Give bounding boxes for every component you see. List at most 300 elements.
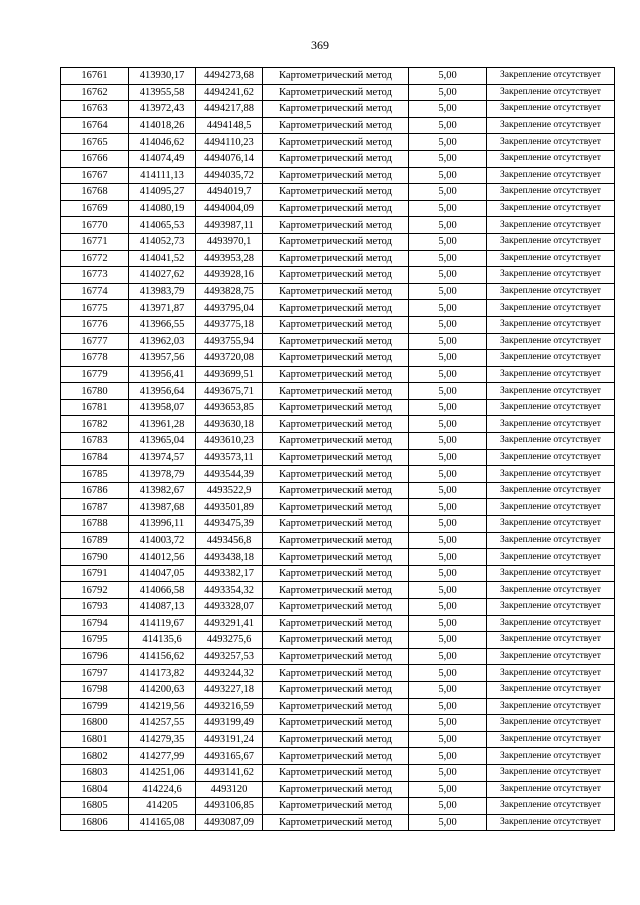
- table-row: [61, 814, 615, 831]
- point-number-cell: 16794: [61, 615, 129, 632]
- point-number-cell: 16779: [61, 366, 129, 383]
- x-coordinate-cell: 413983,79: [129, 283, 196, 300]
- accuracy-cell: 5,00: [409, 316, 487, 333]
- method-cell: Картометрический метод: [263, 433, 409, 450]
- accuracy-cell: 5,00: [409, 84, 487, 101]
- y-coordinate-cell: 4494076,14: [196, 150, 263, 167]
- method-cell: Картометрический метод: [263, 283, 409, 300]
- method-cell: Картометрический метод: [263, 582, 409, 599]
- point-number-cell: 16781: [61, 399, 129, 416]
- method-cell: Картометрический метод: [263, 549, 409, 566]
- method-cell: Картометрический метод: [263, 698, 409, 715]
- fixation-cell: Закрепление отсутствует: [487, 582, 615, 599]
- point-number-cell: 16791: [61, 565, 129, 582]
- y-coordinate-cell: 4493573,11: [196, 449, 263, 466]
- accuracy-cell: 5,00: [409, 499, 487, 516]
- table-row: [61, 698, 615, 715]
- y-coordinate-cell: 4493755,94: [196, 333, 263, 350]
- table-row: [61, 416, 615, 433]
- accuracy-cell: 5,00: [409, 117, 487, 134]
- point-number-cell: 16771: [61, 233, 129, 250]
- x-coordinate-cell: 414135,6: [129, 632, 196, 649]
- point-number-cell: 16800: [61, 715, 129, 732]
- y-coordinate-cell: 4494110,23: [196, 134, 263, 151]
- fixation-cell: Закрепление отсутствует: [487, 117, 615, 134]
- y-coordinate-cell: 4493653,85: [196, 399, 263, 416]
- table-row: [61, 764, 615, 781]
- method-cell: Картометрический метод: [263, 681, 409, 698]
- fixation-cell: Закрепление отсутствует: [487, 565, 615, 582]
- point-number-cell: 16784: [61, 449, 129, 466]
- method-cell: Картометрический метод: [263, 350, 409, 367]
- fixation-cell: Закрепление отсутствует: [487, 798, 615, 815]
- accuracy-cell: 5,00: [409, 532, 487, 549]
- y-coordinate-cell: 4493475,39: [196, 516, 263, 533]
- method-cell: Картометрический метод: [263, 599, 409, 616]
- point-number-cell: 16793: [61, 599, 129, 616]
- y-coordinate-cell: 4493275,6: [196, 632, 263, 649]
- method-cell: Картометрический метод: [263, 366, 409, 383]
- y-coordinate-cell: 4494217,88: [196, 101, 263, 118]
- fixation-cell: Закрепление отсутствует: [487, 416, 615, 433]
- table-row: [61, 383, 615, 400]
- fixation-cell: Закрепление отсутствует: [487, 167, 615, 184]
- y-coordinate-cell: 4493328,07: [196, 599, 263, 616]
- method-cell: Картометрический метод: [263, 416, 409, 433]
- x-coordinate-cell: 414065,53: [129, 217, 196, 234]
- y-coordinate-cell: 4493199,49: [196, 715, 263, 732]
- point-number-cell: 16801: [61, 731, 129, 748]
- method-cell: Картометрический метод: [263, 615, 409, 632]
- x-coordinate-cell: 414003,72: [129, 532, 196, 549]
- table-row: [61, 715, 615, 732]
- x-coordinate-cell: 413978,79: [129, 466, 196, 483]
- method-cell: Картометрический метод: [263, 665, 409, 682]
- table-row: [61, 748, 615, 765]
- x-coordinate-cell: 413972,43: [129, 101, 196, 118]
- point-number-cell: 16785: [61, 466, 129, 483]
- point-number-cell: 16770: [61, 217, 129, 234]
- method-cell: Картометрический метод: [263, 117, 409, 134]
- accuracy-cell: 5,00: [409, 233, 487, 250]
- method-cell: Картометрический метод: [263, 482, 409, 499]
- x-coordinate-cell: 414046,62: [129, 134, 196, 151]
- point-number-cell: 16790: [61, 549, 129, 566]
- method-cell: Картометрический метод: [263, 233, 409, 250]
- table-row: [61, 167, 615, 184]
- table-row: [61, 68, 615, 85]
- method-cell: Картометрический метод: [263, 466, 409, 483]
- y-coordinate-cell: 4493244,32: [196, 665, 263, 682]
- x-coordinate-cell: 414087,13: [129, 599, 196, 616]
- method-cell: Картометрический метод: [263, 300, 409, 317]
- method-cell: Картометрический метод: [263, 449, 409, 466]
- y-coordinate-cell: 4493456,8: [196, 532, 263, 549]
- accuracy-cell: 5,00: [409, 615, 487, 632]
- method-cell: Картометрический метод: [263, 814, 409, 831]
- table-row: [61, 267, 615, 284]
- y-coordinate-cell: 4493630,18: [196, 416, 263, 433]
- accuracy-cell: 5,00: [409, 482, 487, 499]
- accuracy-cell: 5,00: [409, 715, 487, 732]
- fixation-cell: Закрепление отсутствует: [487, 433, 615, 450]
- point-number-cell: 16777: [61, 333, 129, 350]
- y-coordinate-cell: 4493382,17: [196, 565, 263, 582]
- method-cell: Картометрический метод: [263, 84, 409, 101]
- table-row: [61, 681, 615, 698]
- fixation-cell: Закрепление отсутствует: [487, 681, 615, 698]
- method-cell: Картометрический метод: [263, 781, 409, 798]
- method-cell: Картометрический метод: [263, 499, 409, 516]
- accuracy-cell: 5,00: [409, 781, 487, 798]
- point-number-cell: 16763: [61, 101, 129, 118]
- y-coordinate-cell: 4493501,89: [196, 499, 263, 516]
- fixation-cell: Закрепление отсутствует: [487, 499, 615, 516]
- accuracy-cell: 5,00: [409, 599, 487, 616]
- y-coordinate-cell: 4493227,18: [196, 681, 263, 698]
- fixation-cell: Закрепление отсутствует: [487, 632, 615, 649]
- accuracy-cell: 5,00: [409, 217, 487, 234]
- table-row: [61, 565, 615, 582]
- x-coordinate-cell: 413966,55: [129, 316, 196, 333]
- method-cell: Картометрический метод: [263, 267, 409, 284]
- table-row: [61, 399, 615, 416]
- x-coordinate-cell: 414066,58: [129, 582, 196, 599]
- coordinates-table: [60, 67, 615, 831]
- point-number-cell: 16767: [61, 167, 129, 184]
- accuracy-cell: 5,00: [409, 134, 487, 151]
- accuracy-cell: 5,00: [409, 582, 487, 599]
- table-row: [61, 217, 615, 234]
- y-coordinate-cell: 4493953,28: [196, 250, 263, 267]
- y-coordinate-cell: 4493106,85: [196, 798, 263, 815]
- fixation-cell: Закрепление отсутствует: [487, 150, 615, 167]
- y-coordinate-cell: 4493120: [196, 781, 263, 798]
- fixation-cell: Закрепление отсутствует: [487, 516, 615, 533]
- method-cell: Картометрический метод: [263, 565, 409, 582]
- fixation-cell: Закрепление отсутствует: [487, 399, 615, 416]
- point-number-cell: 16802: [61, 748, 129, 765]
- method-cell: Картометрический метод: [263, 134, 409, 151]
- x-coordinate-cell: 413956,41: [129, 366, 196, 383]
- fixation-cell: Закрепление отсутствует: [487, 250, 615, 267]
- method-cell: Картометрический метод: [263, 383, 409, 400]
- y-coordinate-cell: 4494148,5: [196, 117, 263, 134]
- fixation-cell: Закрепление отсутствует: [487, 648, 615, 665]
- x-coordinate-cell: 414257,55: [129, 715, 196, 732]
- method-cell: Картометрический метод: [263, 101, 409, 118]
- x-coordinate-cell: 413955,58: [129, 84, 196, 101]
- point-number-cell: 16764: [61, 117, 129, 134]
- fixation-cell: Закрепление отсутствует: [487, 283, 615, 300]
- method-cell: Картометрический метод: [263, 399, 409, 416]
- table-row: [61, 117, 615, 134]
- table-row: [61, 499, 615, 516]
- point-number-cell: 16799: [61, 698, 129, 715]
- coordinates-table-body: [61, 68, 615, 831]
- accuracy-cell: 5,00: [409, 399, 487, 416]
- table-row: [61, 516, 615, 533]
- fixation-cell: Закрепление отсутствует: [487, 549, 615, 566]
- point-number-cell: 16776: [61, 316, 129, 333]
- table-row: [61, 615, 615, 632]
- method-cell: Картометрический метод: [263, 250, 409, 267]
- method-cell: Картометрический метод: [263, 217, 409, 234]
- y-coordinate-cell: 4493141,62: [196, 764, 263, 781]
- accuracy-cell: 5,00: [409, 449, 487, 466]
- table-row: [61, 350, 615, 367]
- point-number-cell: 16761: [61, 68, 129, 85]
- table-row: [61, 449, 615, 466]
- point-number-cell: 16768: [61, 184, 129, 201]
- fixation-cell: Закрепление отсутствует: [487, 781, 615, 798]
- y-coordinate-cell: 4494273,68: [196, 68, 263, 85]
- accuracy-cell: 5,00: [409, 366, 487, 383]
- y-coordinate-cell: 4493216,59: [196, 698, 263, 715]
- method-cell: Картометрический метод: [263, 333, 409, 350]
- y-coordinate-cell: 4493354,32: [196, 582, 263, 599]
- x-coordinate-cell: 414277,99: [129, 748, 196, 765]
- fixation-cell: Закрепление отсутствует: [487, 383, 615, 400]
- point-number-cell: 16765: [61, 134, 129, 151]
- accuracy-cell: 5,00: [409, 150, 487, 167]
- accuracy-cell: 5,00: [409, 184, 487, 201]
- method-cell: Картометрический метод: [263, 648, 409, 665]
- method-cell: Картометрический метод: [263, 200, 409, 217]
- table-row: [61, 665, 615, 682]
- x-coordinate-cell: 414200,63: [129, 681, 196, 698]
- accuracy-cell: 5,00: [409, 167, 487, 184]
- x-coordinate-cell: 414041,52: [129, 250, 196, 267]
- y-coordinate-cell: 4493720,08: [196, 350, 263, 367]
- method-cell: Картометрический метод: [263, 632, 409, 649]
- fixation-cell: Закрепление отсутствует: [487, 532, 615, 549]
- point-number-cell: 16762: [61, 84, 129, 101]
- x-coordinate-cell: 414074,49: [129, 150, 196, 167]
- accuracy-cell: 5,00: [409, 665, 487, 682]
- accuracy-cell: 5,00: [409, 416, 487, 433]
- point-number-cell: 16788: [61, 516, 129, 533]
- point-number-cell: 16792: [61, 582, 129, 599]
- method-cell: Картометрический метод: [263, 764, 409, 781]
- point-number-cell: 16797: [61, 665, 129, 682]
- y-coordinate-cell: 4493610,23: [196, 433, 263, 450]
- table-row: [61, 781, 615, 798]
- table-row: [61, 599, 615, 616]
- point-number-cell: 16789: [61, 532, 129, 549]
- y-coordinate-cell: 4493987,11: [196, 217, 263, 234]
- table-row: [61, 184, 615, 201]
- x-coordinate-cell: 414205: [129, 798, 196, 815]
- fixation-cell: Закрепление отсутствует: [487, 101, 615, 118]
- accuracy-cell: 5,00: [409, 764, 487, 781]
- accuracy-cell: 5,00: [409, 283, 487, 300]
- table-row: [61, 482, 615, 499]
- fixation-cell: Закрепление отсутствует: [487, 599, 615, 616]
- table-row: [61, 333, 615, 350]
- accuracy-cell: 5,00: [409, 433, 487, 450]
- y-coordinate-cell: 4493544,39: [196, 466, 263, 483]
- fixation-cell: Закрепление отсутствует: [487, 731, 615, 748]
- fixation-cell: Закрепление отсутствует: [487, 764, 615, 781]
- x-coordinate-cell: 414047,05: [129, 565, 196, 582]
- y-coordinate-cell: 4493675,71: [196, 383, 263, 400]
- method-cell: Картометрический метод: [263, 184, 409, 201]
- accuracy-cell: 5,00: [409, 748, 487, 765]
- y-coordinate-cell: 4493165,67: [196, 748, 263, 765]
- table-row: [61, 582, 615, 599]
- fixation-cell: Закрепление отсутствует: [487, 715, 615, 732]
- accuracy-cell: 5,00: [409, 681, 487, 698]
- fixation-cell: Закрепление отсутствует: [487, 217, 615, 234]
- x-coordinate-cell: 413965,04: [129, 433, 196, 450]
- x-coordinate-cell: 414279,35: [129, 731, 196, 748]
- x-coordinate-cell: 414080,19: [129, 200, 196, 217]
- accuracy-cell: 5,00: [409, 648, 487, 665]
- method-cell: Картометрический метод: [263, 150, 409, 167]
- table-row: [61, 798, 615, 815]
- y-coordinate-cell: 4493438,18: [196, 549, 263, 566]
- x-coordinate-cell: 414165,08: [129, 814, 196, 831]
- fixation-cell: Закрепление отсутствует: [487, 316, 615, 333]
- fixation-cell: Закрепление отсутствует: [487, 665, 615, 682]
- y-coordinate-cell: 4493522,9: [196, 482, 263, 499]
- fixation-cell: Закрепление отсутствует: [487, 814, 615, 831]
- method-cell: Картометрический метод: [263, 516, 409, 533]
- fixation-cell: Закрепление отсутствует: [487, 200, 615, 217]
- table-row: [61, 648, 615, 665]
- y-coordinate-cell: 4493699,51: [196, 366, 263, 383]
- fixation-cell: Закрепление отсутствует: [487, 615, 615, 632]
- accuracy-cell: 5,00: [409, 68, 487, 85]
- fixation-cell: Закрепление отсутствует: [487, 748, 615, 765]
- table-row: [61, 283, 615, 300]
- accuracy-cell: 5,00: [409, 101, 487, 118]
- method-cell: Картометрический метод: [263, 167, 409, 184]
- point-number-cell: 16772: [61, 250, 129, 267]
- accuracy-cell: 5,00: [409, 798, 487, 815]
- accuracy-cell: 5,00: [409, 814, 487, 831]
- point-number-cell: 16773: [61, 267, 129, 284]
- point-number-cell: 16803: [61, 764, 129, 781]
- method-cell: Картометрический метод: [263, 715, 409, 732]
- x-coordinate-cell: 413987,68: [129, 499, 196, 516]
- accuracy-cell: 5,00: [409, 549, 487, 566]
- x-coordinate-cell: 414156,62: [129, 648, 196, 665]
- fixation-cell: Закрепление отсутствует: [487, 300, 615, 317]
- table-row: [61, 134, 615, 151]
- y-coordinate-cell: 4493795,04: [196, 300, 263, 317]
- table-row: [61, 433, 615, 450]
- accuracy-cell: 5,00: [409, 466, 487, 483]
- accuracy-cell: 5,00: [409, 200, 487, 217]
- accuracy-cell: 5,00: [409, 250, 487, 267]
- x-coordinate-cell: 413971,87: [129, 300, 196, 317]
- point-number-cell: 16766: [61, 150, 129, 167]
- fixation-cell: Закрепление отсутствует: [487, 333, 615, 350]
- point-number-cell: 16783: [61, 433, 129, 450]
- x-coordinate-cell: 414012,56: [129, 549, 196, 566]
- page-number: 369: [311, 38, 329, 52]
- x-coordinate-cell: 413996,11: [129, 516, 196, 533]
- fixation-cell: Закрепление отсутствует: [487, 84, 615, 101]
- y-coordinate-cell: 4493257,53: [196, 648, 263, 665]
- table-row: [61, 549, 615, 566]
- y-coordinate-cell: 4493970,1: [196, 233, 263, 250]
- point-number-cell: 16805: [61, 798, 129, 815]
- point-number-cell: 16769: [61, 200, 129, 217]
- table-row: [61, 316, 615, 333]
- y-coordinate-cell: 4494241,62: [196, 84, 263, 101]
- fixation-cell: Закрепление отсутствует: [487, 466, 615, 483]
- accuracy-cell: 5,00: [409, 300, 487, 317]
- point-number-cell: 16782: [61, 416, 129, 433]
- accuracy-cell: 5,00: [409, 698, 487, 715]
- x-coordinate-cell: 413957,56: [129, 350, 196, 367]
- fixation-cell: Закрепление отсутствует: [487, 698, 615, 715]
- x-coordinate-cell: 414027,62: [129, 267, 196, 284]
- y-coordinate-cell: 4493775,18: [196, 316, 263, 333]
- method-cell: Картометрический метод: [263, 532, 409, 549]
- y-coordinate-cell: 4493291,41: [196, 615, 263, 632]
- y-coordinate-cell: 4494035,72: [196, 167, 263, 184]
- fixation-cell: Закрепление отсутствует: [487, 134, 615, 151]
- y-coordinate-cell: 4493191,24: [196, 731, 263, 748]
- x-coordinate-cell: 414224,6: [129, 781, 196, 798]
- y-coordinate-cell: 4494019,7: [196, 184, 263, 201]
- point-number-cell: 16796: [61, 648, 129, 665]
- y-coordinate-cell: 4494004,09: [196, 200, 263, 217]
- point-number-cell: 16775: [61, 300, 129, 317]
- table-row: [61, 200, 615, 217]
- point-number-cell: 16806: [61, 814, 129, 831]
- point-number-cell: 16795: [61, 632, 129, 649]
- y-coordinate-cell: 4493828,75: [196, 283, 263, 300]
- accuracy-cell: 5,00: [409, 333, 487, 350]
- point-number-cell: 16786: [61, 482, 129, 499]
- accuracy-cell: 5,00: [409, 350, 487, 367]
- x-coordinate-cell: 414219,56: [129, 698, 196, 715]
- fixation-cell: Закрепление отсутствует: [487, 449, 615, 466]
- x-coordinate-cell: 413961,28: [129, 416, 196, 433]
- point-number-cell: 16778: [61, 350, 129, 367]
- x-coordinate-cell: 414111,13: [129, 167, 196, 184]
- y-coordinate-cell: 4493928,16: [196, 267, 263, 284]
- x-coordinate-cell: 414095,27: [129, 184, 196, 201]
- fixation-cell: Закрепление отсутствует: [487, 482, 615, 499]
- x-coordinate-cell: 413974,57: [129, 449, 196, 466]
- point-number-cell: 16780: [61, 383, 129, 400]
- x-coordinate-cell: 413962,03: [129, 333, 196, 350]
- fixation-cell: Закрепление отсутствует: [487, 366, 615, 383]
- accuracy-cell: 5,00: [409, 632, 487, 649]
- table-row: [61, 233, 615, 250]
- accuracy-cell: 5,00: [409, 516, 487, 533]
- x-coordinate-cell: 413956,64: [129, 383, 196, 400]
- table-row: [61, 150, 615, 167]
- method-cell: Картометрический метод: [263, 748, 409, 765]
- table-row: [61, 632, 615, 649]
- table-row: [61, 300, 615, 317]
- point-number-cell: 16787: [61, 499, 129, 516]
- accuracy-cell: 5,00: [409, 731, 487, 748]
- point-number-cell: 16774: [61, 283, 129, 300]
- method-cell: Картометрический метод: [263, 731, 409, 748]
- y-coordinate-cell: 4493087,09: [196, 814, 263, 831]
- fixation-cell: Закрепление отсутствует: [487, 184, 615, 201]
- accuracy-cell: 5,00: [409, 267, 487, 284]
- accuracy-cell: 5,00: [409, 383, 487, 400]
